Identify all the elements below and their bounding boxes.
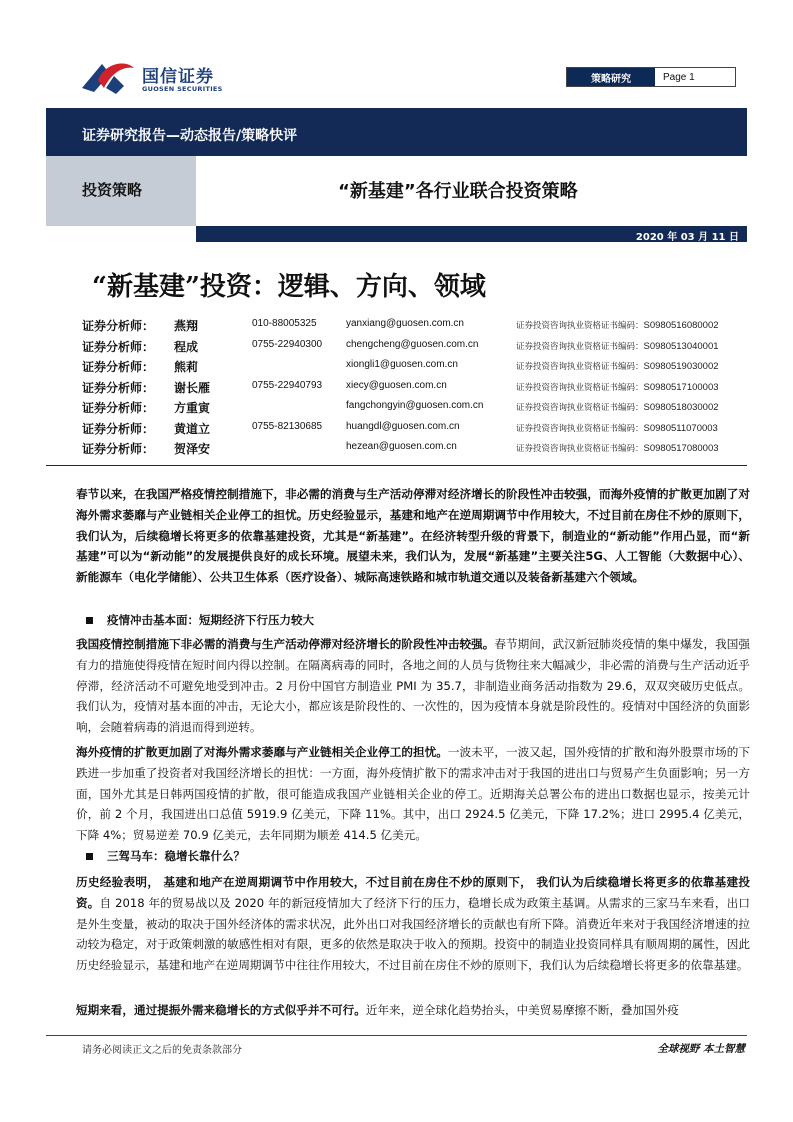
sector-label: 投资策略 [82, 181, 143, 199]
analyst-cert-label: 证券投资咨询执业资格证书编码： [516, 382, 644, 393]
analyst-cert-code: S0980511070003 [643, 422, 718, 434]
analyst-name: 贺泽安 [174, 442, 211, 456]
body-paragraph [76, 872, 750, 976]
page-title: “新基建”投资：逻辑、方向、领域 [92, 272, 486, 302]
analyst-cert-code: S0980518030002 [643, 402, 719, 413]
guosen-logo [80, 58, 240, 98]
section-heading [86, 612, 314, 628]
analyst-phone: 0755-22940300 [252, 338, 323, 350]
analyst-email[interactable]: fangchongyin@guosen.com.cn [346, 400, 484, 411]
body-paragraph [76, 1000, 750, 1021]
summary-paragraph: 春节以来，在我国严格疫情控制措施下，非必需的消费与生产活动停滞对经济增长的阶段性冲击较强，而海外疫情的扩散更加剧了对海外需求萎靡与产业链相关企业停工的担忧。历史经验显示，基建和地产在逆周期调节中作用较大，不过目前在房住不炒的原则下，我们认为，后续稳增长将更多的依靠基建投资，尤其是“新基建”。在经济转型升级的背景下，制造业的“新动能”作用凸显，而“新基建”可以为“新动能”的发展提供良好的成长环境。展望未来，我们认为，发展“新基建”主要关注5G、人工智能（大数据中心）、新能源车（电化学储能）、公共卫生体系（医疗设备）、城际高速铁路和城市轨道交通以及装备新基建六个领域。 [76, 487, 750, 585]
analyst-role: 证券分析师： [82, 380, 155, 395]
divider [46, 465, 747, 466]
analyst-role: 证券分析师： [82, 339, 155, 354]
analyst-row [82, 315, 752, 336]
analyst-cert-label: 证券投资咨询执业资格证书编码： [516, 321, 644, 331]
analyst-role: 证券分析师： [82, 319, 155, 333]
report-date: 2020 年 03 月 11 日 [635, 232, 739, 243]
analyst-phone: 0755-82130685 [252, 420, 323, 432]
analyst-cert-label: 证券投资咨询执业资格证书编码： [516, 423, 644, 434]
analyst-phone: 010-88005325 [252, 318, 317, 329]
footer-disclaimer: 请务必阅读正文之后的免责条款部分 [82, 1045, 242, 1056]
analyst-cert-label: 证券投资咨询执业资格证书编码： [516, 444, 644, 454]
analyst-phone: 0755-22940793 [252, 379, 323, 391]
paragraph-lead: 历史经验表明， 基建和地产在逆周期调节中作用较大，不过目前在房住不炒的原则下， 我们认为后续稳增长将更多的依靠基建投资。 [76, 875, 750, 910]
analyst-row [82, 377, 752, 398]
analyst-role: 证券分析师： [82, 360, 155, 374]
analyst-list [82, 315, 752, 459]
analyst-email[interactable]: xiecy@guosen.com.cn [346, 379, 447, 391]
brand-name-cn: 国信证券 [142, 67, 214, 87]
paragraph-lead: 我国疫情控制措施下非必需的消费与生产活动停滞对经济增长的阶段性冲击较强。 [76, 637, 495, 651]
brand-name-en: GUOSEN SECURITIES [142, 85, 223, 93]
analyst-row [82, 336, 752, 357]
analyst-name: 方重寅 [174, 401, 211, 415]
analyst-email[interactable]: huangdl@guosen.com.cn [346, 420, 460, 432]
analyst-cert [516, 360, 719, 372]
analyst-cert-code: S0980517080003 [643, 443, 719, 454]
report-headline: “新基建”各行业联合投资策略 [338, 181, 578, 202]
analyst-row [82, 418, 752, 439]
analyst-cert [516, 442, 719, 454]
analyst-cert-label: 证券投资咨询执业资格证书编码： [516, 362, 644, 372]
paragraph-text: 春节期间，武汉新冠肺炎疫情的集中爆发，我国强有力的措施使得疫情在短时间内得以控制。在隔离病毒的同时，各地之间的人员与货物往来大幅减少，非必需的消费与生产活动近乎停滞，经济活动不可避免地受到冲击。2 月份中国官方制造业 PMI 为 35.7，非制造业商务活动指数为 29.6，双双突破历史低点。我们认为，疫情对基本面的冲击，无论大小，都应该是阶段性的、一次性的，因为疫情本身就是阶段性的。疫情对中国经济的负面影响，会随着病毒的消退而得到逆转。 [76, 637, 750, 735]
analyst-name: 谢长雁 [174, 380, 211, 395]
analyst-cert [516, 319, 719, 331]
report-type: 证券研究报告—动态报告/策略快评 [82, 128, 298, 144]
paragraph-text: 一波未平，一波又起，国外疫情的扩散和海外股票市场的下跌进一步加重了投资者对我国经济增长的担忧：一方面，海外疫情扩散下的需求冲击对于我国的进出口与贸易产生负面影响；另一方面，国外尤其是日韩两国疫情的扩散，很可能造成我国产业链相关企业的停工。近期海关总署公布的进出口数据也显示，按美元计价，前 2 个月，我国进出口总值 5919.9 亿美元，下降 11%。其中，出口 2924.5 亿美元，下降 17.2%；进口 2995.4 亿美元，下降 4%；贸易逆差 70.9 亿美元，去年同期为顺差 414.5 亿美元。 [76, 745, 750, 843]
analyst-cert-code: S0980517100003 [643, 381, 719, 393]
analyst-email[interactable]: yanxiang@guosen.com.cn [346, 318, 464, 329]
section-heading-text: 疫情冲击基本面：短期经济下行压力较大 [107, 613, 314, 627]
analyst-name: 熊莉 [174, 360, 199, 374]
analyst-name: 燕翔 [174, 319, 199, 333]
footer-divider [46, 1035, 747, 1036]
analyst-name: 黄道立 [174, 421, 211, 436]
analyst-role: 证券分析师： [82, 442, 155, 456]
report-tag: 策略研究 [567, 68, 655, 86]
section-heading-text: 三驾马车：稳增长靠什么？ [107, 849, 245, 863]
analyst-email[interactable]: hezean@guosen.com.cn [346, 441, 457, 452]
analyst-row [82, 356, 752, 377]
paragraph-text: 自 2018 年的贸易战以及 2020 年的新冠疫情加大了经济下行的压力，稳增长成为政策主基调。从需求的三家马车来看，出口是外生变量，被动的取决于国外经济体的需求状况，此外出口对我国经济增长的贡献也有所下降。消费近年来对于我国经济增速的拉动较为稳定，对于政策刺激的敏感性相对有限，更多的依然是取决于收入的预期。投资中的制造业投资同样具有顺周期的属性，因此历史经验显示，基建和地产在逆周期调节中往往作用较大，不过目前在房住不炒的原则下，我们认为后续稳增长将更多的依靠基建。 [76, 895, 750, 973]
analyst-cert-code: S0980519030002 [643, 361, 719, 372]
guosen-logo-icon [80, 58, 136, 94]
bullet-square-icon [86, 853, 93, 860]
analyst-row [82, 438, 752, 459]
report-tag-box [566, 67, 736, 87]
analyst-role: 证券分析师： [82, 421, 155, 436]
analyst-cert-code: S0980513040001 [643, 340, 719, 352]
analyst-name: 程成 [174, 339, 199, 354]
bullet-square-icon [86, 617, 93, 624]
analyst-cert [516, 401, 719, 413]
analyst-cert-label: 证券投资咨询执业资格证书编码： [516, 341, 644, 352]
paragraph-text: 近年来，逆全球化趋势抬头，中美贸易摩擦不断，叠加国外疫 [365, 1003, 679, 1017]
section-heading [86, 848, 245, 864]
analyst-role: 证券分析师： [82, 401, 155, 415]
analyst-cert-label: 证券投资咨询执业资格证书编码： [516, 403, 644, 413]
body-paragraph [76, 742, 750, 846]
page-number: Page 1 [663, 71, 695, 83]
body-paragraph [76, 634, 750, 738]
analyst-cert [516, 381, 719, 393]
paragraph-lead: 海外疫情的扩散更加剧了对海外需求萎靡与产业链相关企业停工的担忧。 [76, 745, 448, 759]
analyst-cert-code: S0980516080002 [643, 320, 719, 331]
footer-slogan: 全球视野 本土智慧 [657, 1043, 745, 1055]
analyst-cert [516, 340, 719, 352]
paragraph-lead: 短期来看，通过提振外需来稳增长的方式似乎并不可行。 [76, 1003, 366, 1017]
analyst-cert [516, 422, 718, 434]
analyst-row [82, 397, 752, 418]
analyst-email[interactable]: chengcheng@guosen.com.cn [346, 338, 479, 350]
analyst-email[interactable]: xiongli1@guosen.com.cn [346, 359, 458, 370]
